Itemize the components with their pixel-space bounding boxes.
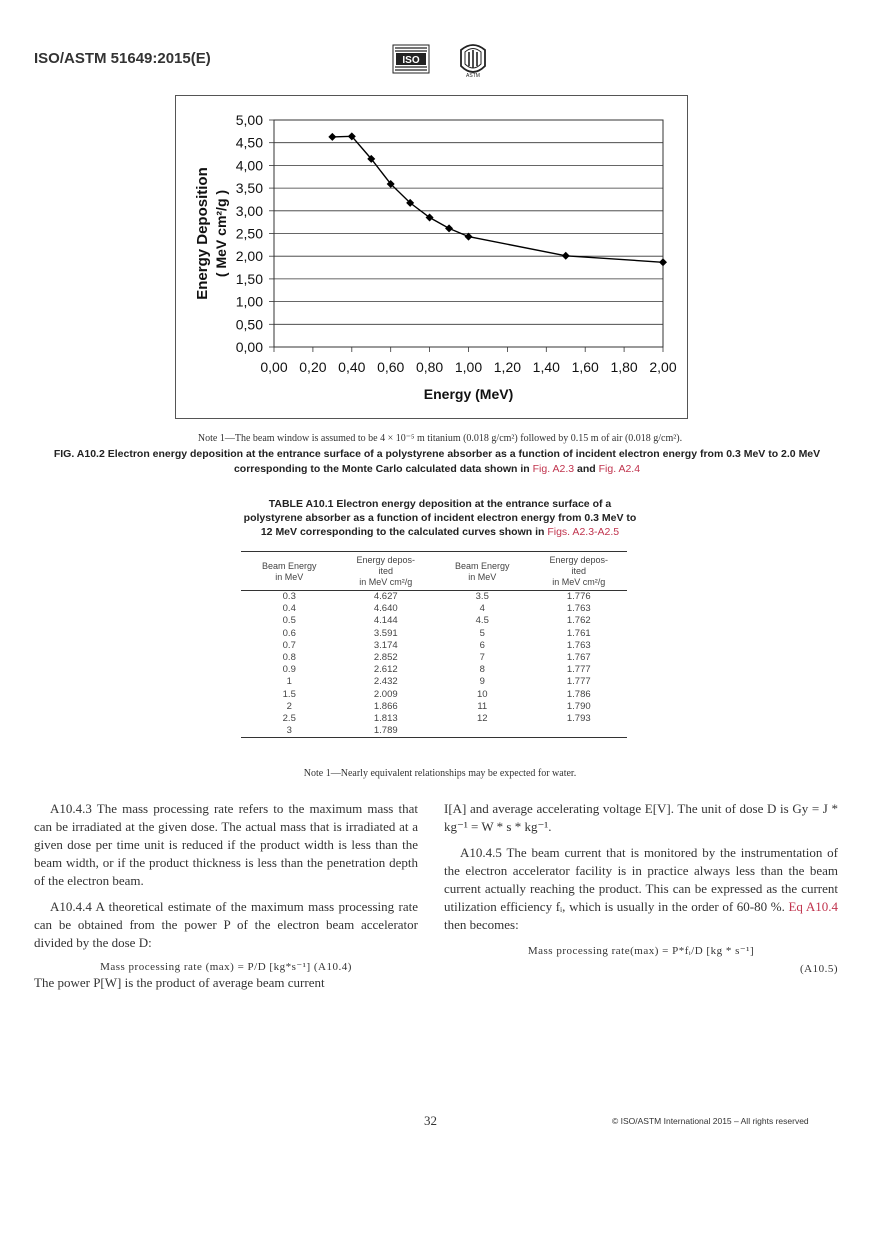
table-caption-text: TABLE A10.1 Electron energy deposition at the entrance surface of a polystyrene absorber as a function of incident electron energy from 0.3 MeV to 12 MeV corresponding to the calculated curves shown in <box>243 498 637 538</box>
data-point <box>562 252 570 260</box>
y-axis-unit-label: ( MeV cm²/g ) <box>213 189 229 278</box>
fig-a2-3-link[interactable]: Fig. A2.3 <box>532 463 575 475</box>
table-header-row <box>241 552 627 591</box>
left-column <box>34 800 418 992</box>
paragraph-dose-unit: I[A] and average accelerating voltage E[V]. The unit of dose D is Gy = J * kg⁻¹ = W * s * kg⁻¹. <box>444 801 838 834</box>
table-cell: 1.767 <box>566 652 591 664</box>
table-cell <box>531 725 628 738</box>
table-row <box>241 701 627 713</box>
table-row <box>241 591 627 604</box>
y-tick-label: 1,00 <box>235 293 263 310</box>
paragraph-a10-4-3: A10.4.3 The mass processing rate refers to the maximum mass that can be irradiated at the given dose. The actual mass that is irradiated at a given dose per time unit is reduced if the product width is less than the beam width, or if the product thickness is less than the penetration depth of the electron beam. <box>34 801 418 888</box>
table-cell: 5 <box>479 627 485 639</box>
table-cell: 2.612 <box>373 664 398 676</box>
table-cell: 1.763 <box>566 603 591 615</box>
table-row <box>241 652 627 664</box>
data-point <box>659 258 667 266</box>
table-row <box>241 640 627 652</box>
energy-deposition-table <box>241 551 627 738</box>
figure-caption-text: FIG. A10.2 Electron energy deposition at the entrance surface of a polystyrene absorber as a function of incident electron energy from 0.3 MeV to 2.0 MeV corresponding to the Monte Carlo calculated data shown in <box>53 448 821 475</box>
figure-caption <box>42 447 832 477</box>
x-tick-label: 1,20 <box>493 359 522 375</box>
col-header-energy-deposited: Energy depos- ited in MeV cm²/g <box>356 555 416 587</box>
table-cell: 2.009 <box>373 688 398 700</box>
y-tick-label: 0,00 <box>235 339 263 355</box>
table-cell: 4 <box>479 603 485 615</box>
table-cell: 0.9 <box>282 664 296 676</box>
table-cell: 1.789 <box>373 725 398 737</box>
table-cell <box>434 725 531 738</box>
paragraph-a10-4-5 <box>444 844 838 934</box>
table-cell: 1.786 <box>566 688 591 700</box>
table-cell: 10 <box>476 688 488 700</box>
table-row <box>241 676 627 688</box>
table-note: Note 1—Nearly equivalent relationships may be expected for water. <box>303 768 577 779</box>
table-cell: 9 <box>479 676 485 688</box>
x-tick-label: 0,00 <box>260 359 288 375</box>
copyright-notice: © ISO/ASTM International 2015 – All rights reserved <box>612 1116 809 1126</box>
table-cell: 1.866 <box>373 700 398 712</box>
iso-logo <box>392 44 430 74</box>
table-row <box>241 615 627 627</box>
paragraph-power: The power P[W] is the product of average beam current <box>34 975 325 990</box>
table-row <box>241 725 627 738</box>
y-tick-label: 0,50 <box>235 316 263 333</box>
table-cell: 1.761 <box>566 627 591 639</box>
table-row <box>241 689 627 701</box>
y-tick-label: 3,00 <box>235 202 263 219</box>
table-cell: 0.8 <box>282 652 296 664</box>
y-tick-label: 4,00 <box>235 157 263 174</box>
table-row <box>241 713 627 725</box>
paragraph-a10-4-4: A10.4.4 A theoretical estimate of the maximum mass processing rate can be obtained from the power P of the electron beam accelerator divided by the dose D: <box>34 899 418 950</box>
table-row <box>241 664 627 676</box>
table-cell: 12 <box>476 713 488 725</box>
right-column <box>444 800 838 978</box>
table-cell: 1.762 <box>566 615 591 627</box>
y-tick-label: 2,00 <box>235 248 263 265</box>
table-cell: 8 <box>479 664 485 676</box>
x-tick-label: 0,60 <box>377 359 405 375</box>
x-axis-label: Energy (MeV) <box>423 386 514 402</box>
col-header-beam-energy-2: Beam Energy in MeV <box>454 560 510 582</box>
figure-frame <box>175 95 688 419</box>
table-cell: 0.4 <box>282 603 296 615</box>
series-line <box>332 136 663 262</box>
figs-a2-3-a2-5-link[interactable]: Figs. A2.3-A2.5 <box>547 526 620 538</box>
x-tick-label: 1,60 <box>571 359 599 375</box>
iso-logo-text: ISO <box>402 55 420 66</box>
y-tick-label: 4,50 <box>235 134 263 151</box>
table-cell: 4.5 <box>475 615 489 627</box>
table-cell: 1.790 <box>566 700 591 712</box>
table-cell: 2.5 <box>282 713 296 725</box>
table-cell: 1.813 <box>373 713 398 725</box>
table-cell: 4.640 <box>373 603 398 615</box>
table-cell: 1.763 <box>566 639 591 651</box>
table-cell: 1.777 <box>566 664 591 676</box>
table-cell: 6 <box>479 639 485 651</box>
table-cell: 2 <box>286 700 292 712</box>
table-cell: 11 <box>477 700 488 712</box>
table-cell: 0.3 <box>282 591 296 602</box>
table-cell: 0.7 <box>282 639 296 651</box>
table-cell: 3.5 <box>475 591 489 602</box>
paragraph-a10-4-5-tail: then becomes: <box>444 917 519 932</box>
table-cell: 7 <box>479 652 485 664</box>
table-cell: 1.5 <box>282 688 296 700</box>
page-number: 32 <box>424 1113 437 1128</box>
col-header-beam-energy: Beam Energy in MeV <box>261 560 317 582</box>
table-cell: 0.6 <box>282 627 296 639</box>
table-cell: 1.793 <box>566 713 591 725</box>
table-cell: 2.432 <box>373 676 398 688</box>
col-header-energy-deposited-2: Energy depos- ited in MeV cm²/g <box>549 555 609 587</box>
x-tick-label: 1,80 <box>610 359 638 375</box>
table-cell: 4.627 <box>373 591 398 602</box>
table-row <box>241 628 627 640</box>
caption-and: and <box>577 463 596 475</box>
equation-a10-5-number: (A10.5) <box>799 963 838 975</box>
x-tick-label: 1,00 <box>454 359 483 375</box>
paragraph-a10-4-5-text: A10.4.5 The beam current that is monitored by the instrumentation of the electron accelerator facility is in practice always less than the beam current actually reaching the product. This can be expressed as the current utilization efficiency fᵢ, which is usually in the order of 60-80 %. <box>444 845 838 914</box>
table-cell: 1 <box>286 676 292 688</box>
table-cell: 2.852 <box>373 652 398 664</box>
table-cell: 1.776 <box>566 591 591 602</box>
x-tick-label: 0,80 <box>415 359 444 375</box>
y-tick-label: 3,50 <box>235 180 263 197</box>
data-point <box>328 133 336 141</box>
y-axis-label: Energy Deposition <box>194 167 211 300</box>
astm-logo-text: ASTM <box>466 73 480 78</box>
table-cell: 3.174 <box>373 639 398 651</box>
astm-logo <box>455 40 491 78</box>
y-tick-label: 5,00 <box>235 112 263 128</box>
table-cell: 3 <box>286 725 292 737</box>
table-caption <box>240 497 640 539</box>
x-tick-label: 0,40 <box>338 359 366 375</box>
table-cell: 4.144 <box>373 615 398 627</box>
x-tick-label: 1,40 <box>532 359 560 375</box>
x-tick-label: 2,00 <box>649 359 677 375</box>
table-cell: 0.5 <box>282 615 296 627</box>
equation-a10-5: Mass processing rate(max) = P*fᵢ/D [kg * s⁻¹] <box>527 945 755 957</box>
y-tick-label: 2,50 <box>235 225 263 242</box>
equation-a10-4: Mass processing rate (max) = P/D [kg*s⁻¹] (A10.4) <box>100 961 352 973</box>
eq-a10-4-link[interactable]: Eq A10.4 <box>788 899 838 914</box>
table-cell: 1.777 <box>566 676 591 688</box>
energy-deposition-chart <box>176 96 687 418</box>
data-point <box>445 224 453 232</box>
document-header-title: ISO/ASTM 51649:2015(E) <box>34 50 211 67</box>
table-row <box>241 603 627 615</box>
x-tick-label: 0,20 <box>299 359 327 375</box>
y-tick-label: 1,50 <box>235 270 263 287</box>
fig-a2-4-link[interactable]: Fig. A2.4 <box>598 463 641 475</box>
table-cell: 3.591 <box>373 627 398 639</box>
figure-note: Note 1—The beam window is assumed to be 4 × 10⁻⁵ m titanium (0.018 g/cm²) followed by 0.15 m of air (0.018 g/cm²). <box>197 433 683 444</box>
